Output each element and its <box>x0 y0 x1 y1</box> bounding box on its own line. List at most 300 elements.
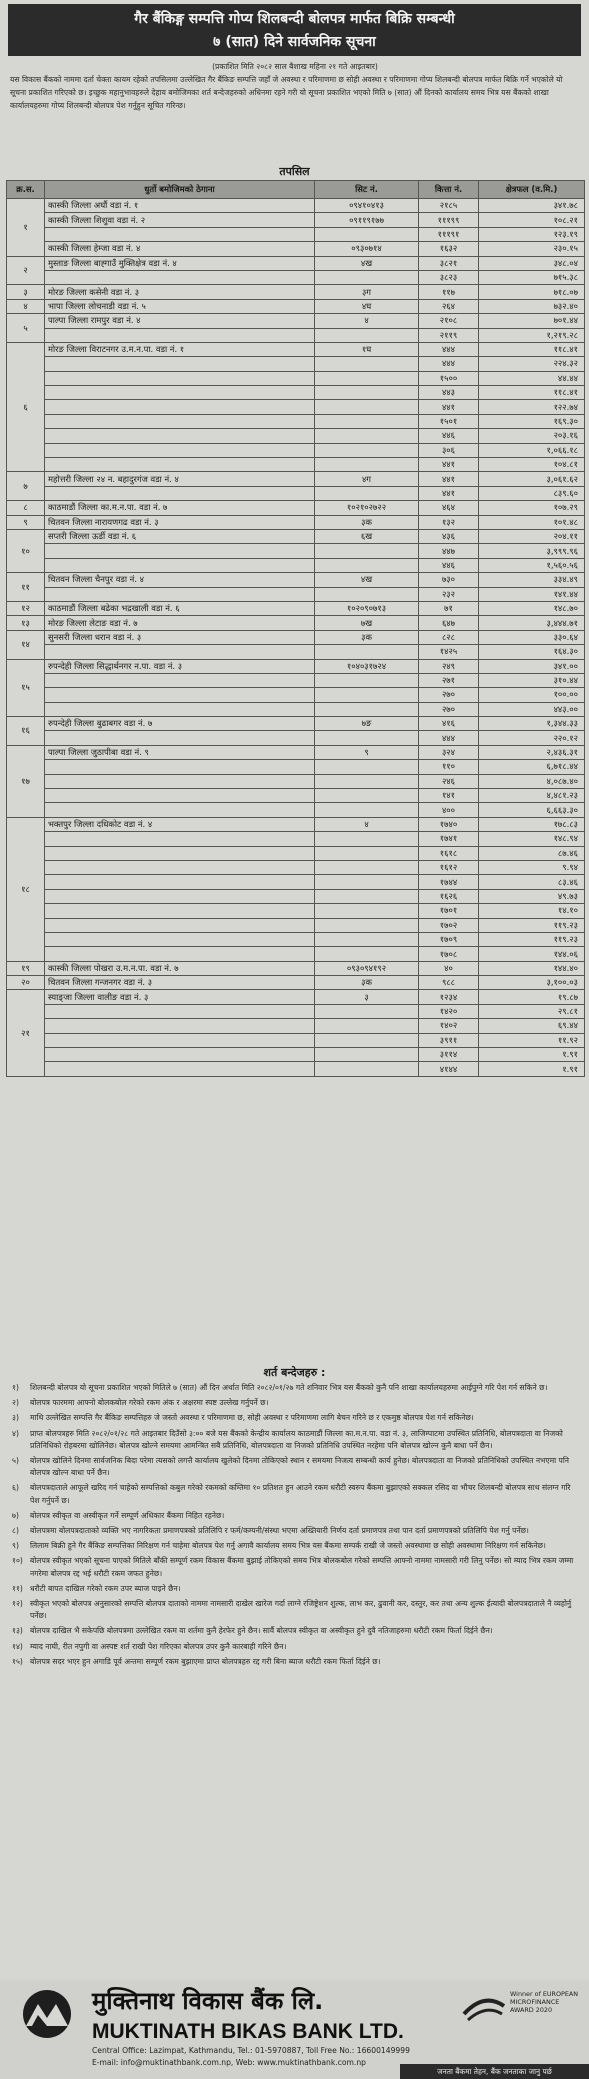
cell-sheet: ७ङ <box>315 717 419 731</box>
cell-sheet <box>315 889 419 903</box>
cell-serial: ११ <box>7 573 45 602</box>
table-row <box>7 976 585 990</box>
cell-kitta: ४१६ <box>419 717 479 731</box>
table-row <box>7 328 585 342</box>
cell-address <box>45 1033 315 1047</box>
cell-area: २,४३६.३१ <box>479 745 585 759</box>
cell-kitta: १६१८ <box>419 846 479 860</box>
cell-address: मोरङ जिल्ला लेटाङ वडा नं. ७ <box>45 616 315 630</box>
cell-sheet: ०९३०९४१९२ <box>315 961 419 975</box>
cell-area: १,२१९.२८ <box>479 328 585 342</box>
cell-sheet: ०९४१०४१३ <box>315 199 419 213</box>
cell-area: ७३२.४० <box>479 299 585 313</box>
table-row <box>7 947 585 961</box>
cell-area: ७१८.०७ <box>479 285 585 299</box>
term-item <box>12 1412 578 1424</box>
term-number: ८) <box>12 1526 19 1536</box>
cell-area: ३,१००.०३ <box>479 976 585 990</box>
table-row <box>7 717 585 731</box>
table-row <box>7 270 585 284</box>
cell-kitta: २१८५ <box>419 199 479 213</box>
cell-address: सप्तरी जिल्ला ऊर्डी वडा नं. ६ <box>45 529 315 543</box>
header-title: गैर बैंकिङ्ग सम्पत्ति गोप्य शिलबन्दी बोलपत्र मार्फत बिक्रि सम्बन्धी <box>134 11 455 27</box>
cell-address <box>45 846 315 860</box>
property-table-wrapper <box>6 180 584 1077</box>
cell-kitta: १५०१ <box>419 414 479 428</box>
term-text: धरौटी बापत दाखिल गरेको रकम उपर ब्याज पाइने छैन। <box>30 1583 181 1593</box>
cell-area: ६,७१८.४४ <box>479 760 585 774</box>
notice-header <box>8 4 581 56</box>
cell-address: चितवन जिल्ला नारायणगढ वडा नं. ३ <box>45 515 315 529</box>
cell-kitta: १३२ <box>419 515 479 529</box>
cell-area: ३१०.४४ <box>479 673 585 687</box>
cell-kitta: ११७ <box>419 285 479 299</box>
cell-area: ३,०६१.६२ <box>479 472 585 486</box>
cell-serial: २ <box>7 256 45 285</box>
cell-serial: ४ <box>7 299 45 313</box>
cell-sheet <box>315 1062 419 1076</box>
cell-kitta: २१०८ <box>419 314 479 328</box>
cell-sheet: ९ <box>315 745 419 759</box>
cell-area: ४,०८७.४० <box>479 774 585 788</box>
cell-sheet <box>315 486 419 500</box>
term-number: १२) <box>12 1599 23 1609</box>
contact-email-web: E-mail: info@muktinathbank.com.np, Web: www.muktinathbank.com.np <box>92 2058 366 2067</box>
cell-address <box>45 386 315 400</box>
cell-area: ३४८.०४ <box>479 256 585 270</box>
term-number: १३) <box>12 1626 23 1636</box>
cell-kitta: ३०६ <box>419 443 479 457</box>
col-header-sn: क्र.स. <box>7 181 45 199</box>
cell-sheet <box>315 544 419 558</box>
cell-address <box>45 918 315 932</box>
cell-kitta: १४२० <box>419 1004 479 1018</box>
bank-name-english: MUKTINATH BIKAS BANK LTD. <box>92 2020 404 2043</box>
cell-address <box>45 904 315 918</box>
cell-kitta: २३२ <box>419 587 479 601</box>
cell-area: १६४.३० <box>479 645 585 659</box>
cell-address: भक्तपुर जिल्ला दधिकोट वडा नं. ४ <box>45 817 315 831</box>
col-header-address: धुर्तो बमोजिमको ठेगाना <box>45 181 315 199</box>
cell-area: ४४.४४ <box>479 371 585 385</box>
cell-address: कास्की जिल्ला पोखरा उ.म.न.पा. वडा नं. ७ <box>45 961 315 975</box>
cell-sheet <box>315 458 419 472</box>
table-row <box>7 774 585 788</box>
term-item <box>12 1382 578 1394</box>
cell-address: कास्की जिल्ला हेम्जा वडा नं. ४ <box>45 242 315 256</box>
cell-kitta: १५०० <box>419 371 479 385</box>
cell-area: ७१५.३८ <box>479 270 585 284</box>
cell-address <box>45 558 315 572</box>
term-number: ४) <box>12 1428 19 1438</box>
table-row <box>7 213 585 227</box>
cell-area: ११.९२ <box>479 1033 585 1047</box>
cell-serial: ५ <box>7 314 45 343</box>
cell-sheet <box>315 587 419 601</box>
footer <box>0 1980 589 2079</box>
cell-address: चितवन जिल्ला गन्जनगर वडा नं. ३ <box>45 976 315 990</box>
cell-area: १,०६६.१८ <box>479 443 585 457</box>
table-row <box>7 688 585 702</box>
table-row <box>7 1062 585 1076</box>
cell-address <box>45 544 315 558</box>
term-number: ७) <box>12 1510 19 1520</box>
cell-kitta: ४४६ <box>419 429 479 443</box>
cell-serial: ३ <box>7 285 45 299</box>
cell-kitta: २७१ <box>419 673 479 687</box>
table-row <box>7 990 585 1004</box>
cell-area: ३,९९९.९६ <box>479 544 585 558</box>
cell-sheet <box>315 414 419 428</box>
cell-kitta: ४४७ <box>419 544 479 558</box>
cell-address <box>45 270 315 284</box>
term-item <box>12 1455 578 1479</box>
cell-area: ११९.२३ <box>479 918 585 932</box>
cell-kitta: २११९ <box>419 328 479 342</box>
cell-kitta: १७०२ <box>419 918 479 932</box>
cell-sheet: ४ख <box>315 573 419 587</box>
term-text: बोलपत्र स्वीकृत भएको सूचना पाएको मितिले बाँकी सम्पूर्ण रकम विकास बैंकमा बुझाई तोकिएको समय भित्र बोलकबोल गरेको सम्पत्ति आफ्नो नाममा नामसारी गरी लिनु पर्नेछ। सो म्याद भित्र रकम जम्मा नगरेमा बोलपत्र रद्द भई धरौटी रकम जफत हुनेछ। <box>30 1556 574 1578</box>
cell-kitta: १४०२ <box>419 1019 479 1033</box>
table-row <box>7 501 585 515</box>
cell-kitta: ३८२३ <box>419 270 479 284</box>
cell-sheet <box>315 846 419 860</box>
cell-area: ३,४४४.७१ <box>479 616 585 630</box>
cell-kitta: ४४३ <box>419 386 479 400</box>
cell-area: १००.०० <box>479 688 585 702</box>
cell-area: १२२.७४ <box>479 400 585 414</box>
cell-kitta: १११९९ <box>419 213 479 227</box>
cell-sheet: ६ख <box>315 529 419 543</box>
cell-address <box>45 875 315 889</box>
cell-area: १७८.८३ <box>479 817 585 831</box>
cell-kitta: १७४१ <box>419 832 479 846</box>
cell-kitta: ९८८ <box>419 976 479 990</box>
cell-address <box>45 702 315 716</box>
cell-sheet <box>315 227 419 241</box>
cell-area: ३३४.४९ <box>479 573 585 587</box>
cell-sheet: ३ <box>315 990 419 1004</box>
table-row <box>7 961 585 975</box>
table-row <box>7 529 585 543</box>
table-row <box>7 342 585 356</box>
table-row <box>7 400 585 414</box>
term-text: बोलपत्र दाखिल भै सकेपछि बोलपत्रमा उल्लेखित रकम वा शर्तमा कुनै हेरफेर हुने छैन। सार्वै बोलपत्र स्वीकृत वा अस्वीकृत हुने दुवै नतिजाहरुमा धरौटी रकम फिर्ता दिईने छैन। <box>30 1626 493 1636</box>
bank-tagline: जनता बैंकमा तेहन, बैंक जनताका जानु पर्छ <box>400 2064 589 2079</box>
cell-kitta: २४६ <box>419 774 479 788</box>
term-number: ११) <box>12 1583 23 1593</box>
term-number: १०) <box>12 1556 23 1566</box>
table-row <box>7 601 585 615</box>
term-item <box>12 1510 578 1522</box>
cell-sheet <box>315 429 419 443</box>
table-row <box>7 573 585 587</box>
cell-sheet <box>315 803 419 817</box>
cell-address <box>45 731 315 745</box>
award-badge <box>460 1986 580 2046</box>
table-row <box>7 458 585 472</box>
cell-area: १४.१० <box>479 904 585 918</box>
term-item <box>12 1583 578 1595</box>
cell-sheet <box>315 558 419 572</box>
term-text: बोलपत्रदाताले आफूले खरिद गर्न चाहेको सम्पत्तिको कबुल गरेको रकमको कम्तिमा १० प्रतिशत हुन आउने रकम धरौटी स्वरुप बैंकमा बुझाएको सक्कल रसिद वा भौचर शिलबन्दी बोलपत्र साथ संलग्न गरि पेश गर्नुपर्ने छ। <box>30 1483 571 1505</box>
contact-office: Central Office: Lazimpat, Kathmandu, Tel.: 01-5970887, Toll Free No.: 16600149999 <box>92 2046 410 2055</box>
table-row <box>7 803 585 817</box>
term-text: बोलपत्र खोलिने दिनमा सार्वजनिक बिदा परेमा त्यसको लगत्तै कार्यालय खुलेको दिनमा तोकिएको स्थान र समयमा निजत्व सम्बन्धी कार्य हुनेछ। बोलपत्रदाता वा निजको प्रतिनिधिको उपस्थित नभएमा पनि बोलपत्र खोल्न बाधा पर्ने छैन। <box>30 1456 570 1478</box>
cell-sheet <box>315 443 419 457</box>
table-row <box>7 357 585 371</box>
table-row <box>7 472 585 486</box>
table-row <box>7 702 585 716</box>
cell-area: ९.९४ <box>479 860 585 874</box>
cell-kitta: ४४१ <box>419 458 479 472</box>
cell-address: पाल्पा जिल्ला रामपुर वडा नं. ४ <box>45 314 315 328</box>
cell-address <box>45 1062 315 1076</box>
cell-address: कास्की जिल्ला अर्घौ वडा नं. १ <box>45 199 315 213</box>
cell-serial: ७ <box>7 472 45 501</box>
cell-serial: १२ <box>7 601 45 615</box>
term-item <box>12 1656 578 1668</box>
term-item <box>12 1540 578 1552</box>
cell-area: १.९१ <box>479 1062 585 1076</box>
cell-address: कास्की जिल्ला शिशुवा वडा नं. २ <box>45 213 315 227</box>
cell-kitta: ४३६ <box>419 529 479 543</box>
table-header-row <box>7 181 585 199</box>
cell-sheet: ०९३०७१४ <box>315 242 419 256</box>
cell-kitta: ४४६ <box>419 558 479 572</box>
cell-kitta: ७१ <box>419 601 479 615</box>
cell-kitta: १४१ <box>419 789 479 803</box>
cell-area: १४८.७० <box>479 601 585 615</box>
cell-kitta: ८२८ <box>419 630 479 644</box>
cell-address <box>45 1019 315 1033</box>
cell-area: १,५६०.५६ <box>479 558 585 572</box>
table-row <box>7 256 585 270</box>
term-item <box>12 1397 578 1409</box>
table-row <box>7 386 585 400</box>
cell-area: ७०१.४४ <box>479 314 585 328</box>
cell-kitta: ४६४ <box>419 501 479 515</box>
cell-sheet <box>315 774 419 788</box>
table-row <box>7 760 585 774</box>
term-text: म्याद नाघी, रीत नपुगी वा अस्पष्ट शर्त राखी पेश गरिएका बोलपत्र उपर कुनै कारबाही गरिने छैन। <box>30 1641 287 1651</box>
cell-area: ११८.४१ <box>479 342 585 356</box>
term-text: बोलपत्र फारममा आफ्नो बोलकबोल गरेको रकम अंक र अक्षरमा स्पष्ट उल्लेख गर्नुपर्ने छ। <box>30 1398 269 1408</box>
cell-area: १६९.३० <box>479 414 585 428</box>
cell-sheet <box>315 357 419 371</box>
cell-sheet: ४ <box>315 817 419 831</box>
table-row <box>7 199 585 213</box>
cell-area: १४४.०६ <box>479 947 585 961</box>
cell-kitta: १६३२ <box>419 242 479 256</box>
cell-area: १०१.४८ <box>479 515 585 529</box>
table-row <box>7 659 585 673</box>
cell-sheet: ४ख <box>315 256 419 270</box>
term-text: लिलाम बिक्री हुने गैर बैंकिङ सम्पत्तिका निरिक्षण गर्न चाहेमा बोलपत्र पेश गर्नु अगावै कार्यालय समय भित्र यस बैंकमा सम्पर्क राखी जे जस्तो अवस्थामा छ सोही अवस्थामा निरिक्षण गर्न सकिनेछ। <box>30 1541 546 1551</box>
cell-area: १०७.२९ <box>479 501 585 515</box>
cell-kitta: १२३४ <box>419 990 479 1004</box>
table-row <box>7 544 585 558</box>
cell-sheet <box>315 947 419 961</box>
cell-sheet: ३क <box>315 630 419 644</box>
cell-area: ११८.४१ <box>479 386 585 400</box>
cell-serial: १६ <box>7 717 45 746</box>
cell-address <box>45 587 315 601</box>
term-text: शिलबन्दी बोलपत्र यो सूचना प्रकाशित भएको मितिले ७ (सात) औं दिन अर्थात मिति २०८२/०१/२७ गते शनिवार भित्र यस बैंकको कुनै पनि शाखा कार्यालयहरुमा आईपुग्ने गरि पेश गर्न सकिने छ। <box>30 1383 548 1392</box>
table-row <box>7 731 585 745</box>
cell-sheet: ३क <box>315 515 419 529</box>
property-table <box>6 180 585 1077</box>
bank-name-nepali: मुक्तिनाथ विकास बैंक लि. <box>92 1987 324 2015</box>
cell-serial: २० <box>7 976 45 990</box>
cell-address: काठमाडौं जिल्ला का.म.न.पा. वडा नं. ७ <box>45 501 315 515</box>
cell-kitta: २६४ <box>419 299 479 313</box>
col-header-area: क्षेत्रफल (व.मि.) <box>479 181 585 199</box>
cell-sheet: १घ <box>315 342 419 356</box>
cell-serial: ८ <box>7 501 45 515</box>
term-number: १४) <box>12 1641 23 1651</box>
table-row <box>7 314 585 328</box>
cell-address: मुस्ताङ जिल्ला बाह्गाउँ मुक्तिक्षेत्र वडा नं. ४ <box>45 256 315 270</box>
table-row <box>7 889 585 903</box>
intro-body: यस विकास बैंकको नाममा दर्ता चेक्ता कायम रहेको तपसिलमा उल्लेखित गैर बैंकिङ सम्पत्ति जहाँ जे अवस्था र परिमाणमा छ सोही अवस्था र परिमाणमा गोप्य शिलबन्दी बोलपत्र मार्फत बिक्रि गर्ने भएकोले यो सूचना प्रकाशित गरिएको छ। इच्छुक महानुभावहरुले देहाय बमोजिमका शर्त बन्देजहरुको अधिनमा रहने गरी यो सूचना प्रकाशित भएको मिति ७ (सात) औं दिनको कार्यालय समय भित्र यस बैंकको शाखा कार्यालयहरुमा गोप्य शिलबन्दी बोलपत्र पेश गर्नुहुन सूचित गरिन्छ। <box>10 75 563 110</box>
table-row <box>7 1033 585 1047</box>
cell-address <box>45 429 315 443</box>
cell-area: १०८.२१ <box>479 213 585 227</box>
cell-address <box>45 673 315 687</box>
table-row <box>7 630 585 644</box>
table-row <box>7 832 585 846</box>
cell-serial: ६ <box>7 342 45 472</box>
term-number: ३) <box>12 1413 19 1423</box>
term-number: २) <box>12 1398 19 1408</box>
cell-address <box>45 400 315 414</box>
cell-sheet: ३क <box>315 976 419 990</box>
cell-serial: १९ <box>7 961 45 975</box>
cell-kitta: ४४४ <box>419 357 479 371</box>
table-row <box>7 932 585 946</box>
term-item <box>12 1525 578 1537</box>
table-row <box>7 875 585 889</box>
cell-kitta: २७० <box>419 688 479 702</box>
cell-area: १४४.४० <box>479 961 585 975</box>
term-number: १) <box>12 1383 19 1392</box>
cell-address <box>45 803 315 817</box>
cell-sheet <box>315 673 419 687</box>
cell-address <box>45 357 315 371</box>
table-row <box>7 227 585 241</box>
cell-kitta: २४९ <box>419 659 479 673</box>
table-row <box>7 242 585 256</box>
cell-kitta: ३९११ <box>419 1033 479 1047</box>
cell-address <box>45 645 315 659</box>
cell-sheet: ४घ <box>315 299 419 313</box>
table-title: तपसिल <box>279 165 310 178</box>
cell-address <box>45 774 315 788</box>
table-row <box>7 371 585 385</box>
cell-address: काठमाडौं जिल्ला बढेका भद्रखाली वडा नं. ६ <box>45 601 315 615</box>
cell-kitta: ४० <box>419 961 479 975</box>
cell-kitta: ६४७ <box>419 616 479 630</box>
cell-sheet <box>315 328 419 342</box>
term-item <box>12 1482 578 1506</box>
cell-area: ८७.४६ <box>479 846 585 860</box>
term-text: स्वीकृत भएको बोलपत्र अनुसारको सम्पत्ति बोलपत्र दाताको नाममा नामसारी दाखेल खारेज गर्दा लाग्ने रजिष्ट्रेशन शुल्क, लाभ कर, ढुवानी कर, दस्तुर, कर तथा अन्य शुल्क ईत्यादी बोलपत्रदाताले नै व्यहोर्नु पर्नेछ। <box>30 1599 572 1621</box>
cell-area: २२४.३२ <box>479 357 585 371</box>
term-item <box>12 1625 578 1637</box>
term-item <box>12 1598 578 1622</box>
cell-kitta: ४४४ <box>419 731 479 745</box>
cell-area: १४१.४४ <box>479 587 585 601</box>
table-row <box>7 645 585 659</box>
intro-publish-date: (प्रकाशित मिति २०८२ साल बैशाख महिना २१ गते आइतबार) <box>212 62 378 71</box>
term-item <box>12 1428 578 1452</box>
cell-serial: १५ <box>7 659 45 717</box>
cell-address: स्याङ्जा जिल्ला वालीङ वडा नं. ३ <box>45 990 315 1004</box>
cell-address <box>45 227 315 241</box>
term-text: बोलपत्र स्वीकृत वा अस्वीकृत गर्ने सम्पूर्ण अधिकार बैंकमा निहित रहनेछ। <box>30 1510 225 1520</box>
cell-sheet <box>315 688 419 702</box>
cell-address: मोरङ जिल्ला कसेनी वडा नं. ३ <box>45 285 315 299</box>
term-number: ९) <box>12 1541 19 1551</box>
cell-sheet: १०४०३१७२४ <box>315 659 419 673</box>
table-row <box>7 904 585 918</box>
cell-sheet <box>315 371 419 385</box>
cell-kitta: ४०० <box>419 803 479 817</box>
cell-address <box>45 1004 315 1018</box>
bank-logo-icon <box>14 1988 80 2040</box>
cell-address: मोरङ जिल्ला विराटनगर उ.म.न.पा. वडा नं. १ <box>45 342 315 356</box>
cell-kitta: २७० <box>419 702 479 716</box>
cell-kitta: ३२४ <box>419 745 479 759</box>
terms-title: शर्त बन्देजहरु : <box>263 1366 326 1379</box>
cell-sheet <box>315 731 419 745</box>
table-row <box>7 745 585 759</box>
cell-area: १.९१ <box>479 1048 585 1062</box>
table-row <box>7 414 585 428</box>
table-body <box>7 199 585 1077</box>
table-row <box>7 429 585 443</box>
terms-list <box>12 1382 578 1671</box>
cell-area: ४,४८१.२३ <box>479 789 585 803</box>
cell-sheet <box>315 1033 419 1047</box>
cell-sheet: ३ग <box>315 285 419 299</box>
cell-sheet <box>315 932 419 946</box>
col-header-kitta: कित्ता नं. <box>419 181 479 199</box>
cell-kitta: १७०८ <box>419 947 479 961</box>
cell-area: ४४३.०० <box>479 702 585 716</box>
cell-area: ३४१.७८ <box>479 199 585 213</box>
cell-area: १,३४४.३३ <box>479 717 585 731</box>
term-text: प्राप्त बोलपत्रहरु मिति २०८२/०१/२८ गते आइतबार दिउँसो ३:०० बजे यस बैंकको केन्द्रीय कार्यालय काठमाडौं जिल्ला का.म.न.पा. वडा नं. ३, लाजिम्पाटमा उपस्थित प्रतिनिधि, बोलपत्रदाता वा निजको प्रतिनिधिको रोहबरमा खोलिनेछ। बोलपत्र खोल्ने समयमा आमन्त्रित सबै प्रतिनिधि, बोलपत्रदाता वा निजको प्रतिनिधि उपस्थित नरहेमा पनि बोलपत्र खोल्न कुनै बाधा पर्ने छैन। <box>30 1428 563 1450</box>
cell-kitta: १११९१ <box>419 227 479 241</box>
cell-address <box>45 486 315 500</box>
cell-serial: २१ <box>7 990 45 1076</box>
table-row <box>7 789 585 803</box>
cell-address <box>45 889 315 903</box>
cell-serial: १ <box>7 199 45 257</box>
cell-area: ८३९.६० <box>479 486 585 500</box>
table-row <box>7 616 585 630</box>
cell-kitta: ४४४ <box>419 342 479 356</box>
cell-area: ८३.४६ <box>479 875 585 889</box>
cell-address: सुनसरी जिल्ला धरान वडा नं. ३ <box>45 630 315 644</box>
cell-address <box>45 932 315 946</box>
cell-address <box>45 760 315 774</box>
cell-kitta: ४१४४ <box>419 1062 479 1076</box>
cell-kitta: १७४४ <box>419 875 479 889</box>
cell-address <box>45 947 315 961</box>
